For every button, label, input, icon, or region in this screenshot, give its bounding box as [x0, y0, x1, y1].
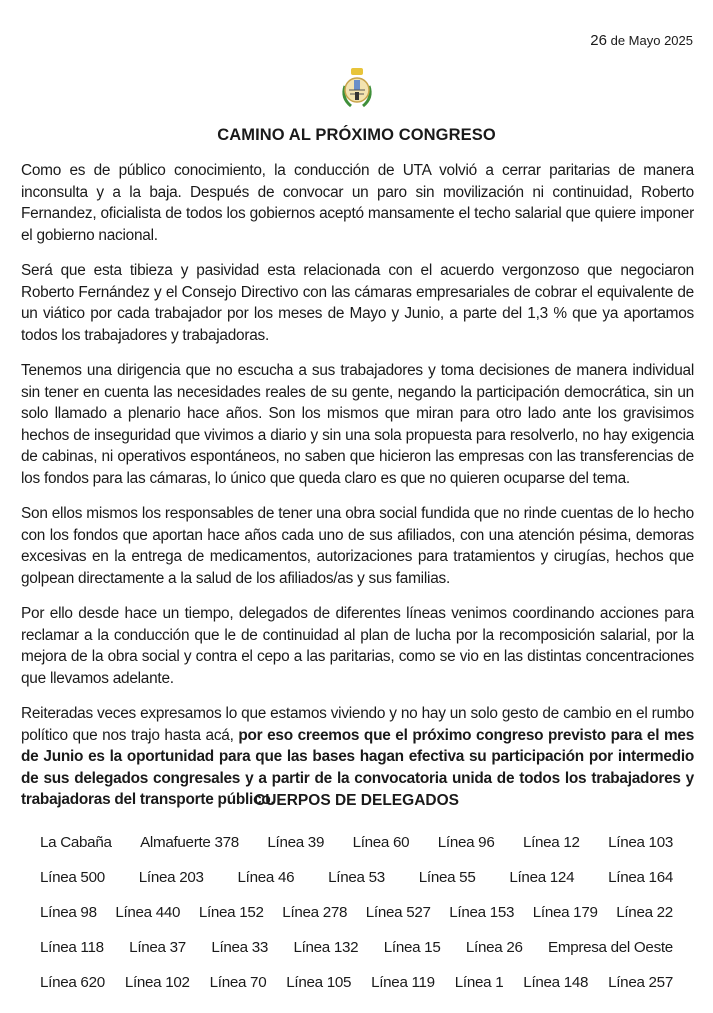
delegate-item: Línea 440 [115, 904, 181, 921]
document-body [21, 160, 694, 825]
delegate-item: La Cabaña [40, 834, 112, 851]
paragraph-1: Como es de público conocimiento, la conducción de UTA volvió a cerrar paritarias de manera inconsulta y a la baja. Después de convocar un paro sin movilización ni continuidad, Roberto Fernandez, oficialista de todos los gobiernos aceptó mansamente el techo salarial que quiere imponer el gobierno nacional. [21, 162, 694, 244]
delegate-item: Línea 39 [267, 834, 325, 851]
delegate-item: Línea 105 [286, 974, 352, 991]
delegate-item: Línea 148 [523, 974, 589, 991]
delegates-grid [40, 825, 673, 1000]
delegate-item: Línea 15 [383, 939, 441, 956]
delegate-item: Línea 102 [124, 974, 190, 991]
delegate-item: Línea 119 [371, 974, 435, 991]
delegate-item: Línea 278 [282, 904, 348, 921]
document-date [590, 32, 693, 49]
date-month-year: de Mayo 2025 [610, 33, 693, 48]
delegate-item: Línea 70 [209, 974, 267, 991]
delegate-item: Línea 152 [198, 904, 264, 921]
delegate-item: Línea 203 [138, 869, 204, 886]
delegate-item: Línea 37 [129, 939, 186, 956]
delegate-item: Línea 60 [352, 834, 410, 851]
delegates-row [40, 895, 673, 930]
delegate-item: Línea 55 [418, 869, 476, 886]
delegates-row [40, 930, 673, 965]
delegate-item: Línea 53 [328, 869, 385, 886]
paragraph-4: Son ellos mismos los responsables de tener una obra social fundida que no rinde cuentas de lo hecho con los fondos que aportan hace años cada uno de sus afiliados, con una atención pésima, demoras excesivas en la entrega de medicamentos, autorizaciones para tratamientos y cirugías, hechos que golpean directamente a la salud de los afiliados/as y sus familias. [21, 505, 694, 587]
delegates-row [40, 965, 673, 1000]
union-emblem-icon [337, 66, 377, 112]
delegate-item: Línea 620 [40, 974, 105, 991]
paragraph-2: Será que esta tibieza y pasividad esta relacionada con el acuerdo vergonzoso que negociaron Roberto Fernández y el Consejo Directivo con las cámaras empresariales de cobrar el equivalente de un viático por cada trabajador por los meses de Mayo y Junio, a parte del 1,3 % que ya aportamos todos los trabajadores y trabajadoras. [21, 262, 694, 344]
delegates-row [40, 860, 673, 895]
delegate-item: Línea 26 [465, 939, 523, 956]
delegate-item: Línea 33 [211, 939, 269, 956]
delegate-item: Línea 527 [365, 904, 431, 921]
delegate-item: Línea 12 [522, 834, 580, 851]
delegate-item: Línea 124 [509, 869, 575, 886]
delegate-item: Línea 1 [454, 974, 504, 991]
paragraph-6-text: Reiteradas veces expresamos lo que estamos viviendo y no hay un solo gesto de cambio en el rumbo político que nos trajo hasta acá, [21, 705, 694, 744]
delegates-row [40, 825, 673, 860]
delegate-item: Línea 96 [437, 834, 495, 851]
delegate-item: Empresa del Oeste [548, 939, 673, 956]
delegate-item: Almafuerte 378 [140, 834, 239, 851]
delegate-item: Línea 500 [40, 869, 105, 886]
delegate-item: Línea 179 [532, 904, 598, 921]
delegates-title: CUERPOS DE DELEGADOS [254, 792, 459, 809]
paragraph-5: Por ello desde hace un tiempo, delegados de diferentes líneas venimos coordinando acciones para reclamar a la conducción que le de continuidad al plan de lucha por la recomposición salarial, por la mejora de la obra social y contra el cepo a las paritarias, como se vio en las distintas concentraciones que llevamos adelante. [21, 605, 694, 687]
delegate-item: Línea 153 [449, 904, 515, 921]
delegate-item: Línea 257 [608, 974, 673, 991]
delegate-item: Línea 103 [608, 834, 673, 851]
delegate-item: Línea 132 [293, 939, 359, 956]
delegate-item: Línea 98 [40, 904, 97, 921]
date-day: 26 [590, 32, 607, 49]
delegate-item: Línea 164 [608, 869, 673, 886]
delegate-item: Línea 46 [237, 869, 295, 886]
delegate-item: Línea 118 [40, 939, 104, 956]
paragraph-3: Tenemos una dirigencia que no escucha a sus trabajadores y toma decisiones de manera individual sin tener en cuenta las necesidades reales de su gente, negando la participación democrática, sin un solo llamado a plenario hace años. Son los mismos que miran para otro lado ante los gravisimos hechos de inseguridad que vivimos a diario y sin una sola propuesta para resolverlo, no hay exigencia de cabinas, ni operativos espontáneos, no saben que hicieron las empresas con las transferencias de los fondos para las cámaras, lo único que queda claro es que no quieren ocuparse del tema. [21, 362, 694, 487]
paragraph-6-bold: por eso creemos que el próximo congreso previsto para el mes de Junio es la oportunidad para que las bases hagan efectiva su participación por intermedio de sus delegados congresales y a partir de la convocatoria unida de todos los trabajadores y trabajadoras del transporte público. [21, 726, 695, 808]
page-title: CAMINO AL PRÓXIMO CONGRESO [217, 126, 496, 144]
delegate-item: Línea 22 [616, 904, 673, 921]
